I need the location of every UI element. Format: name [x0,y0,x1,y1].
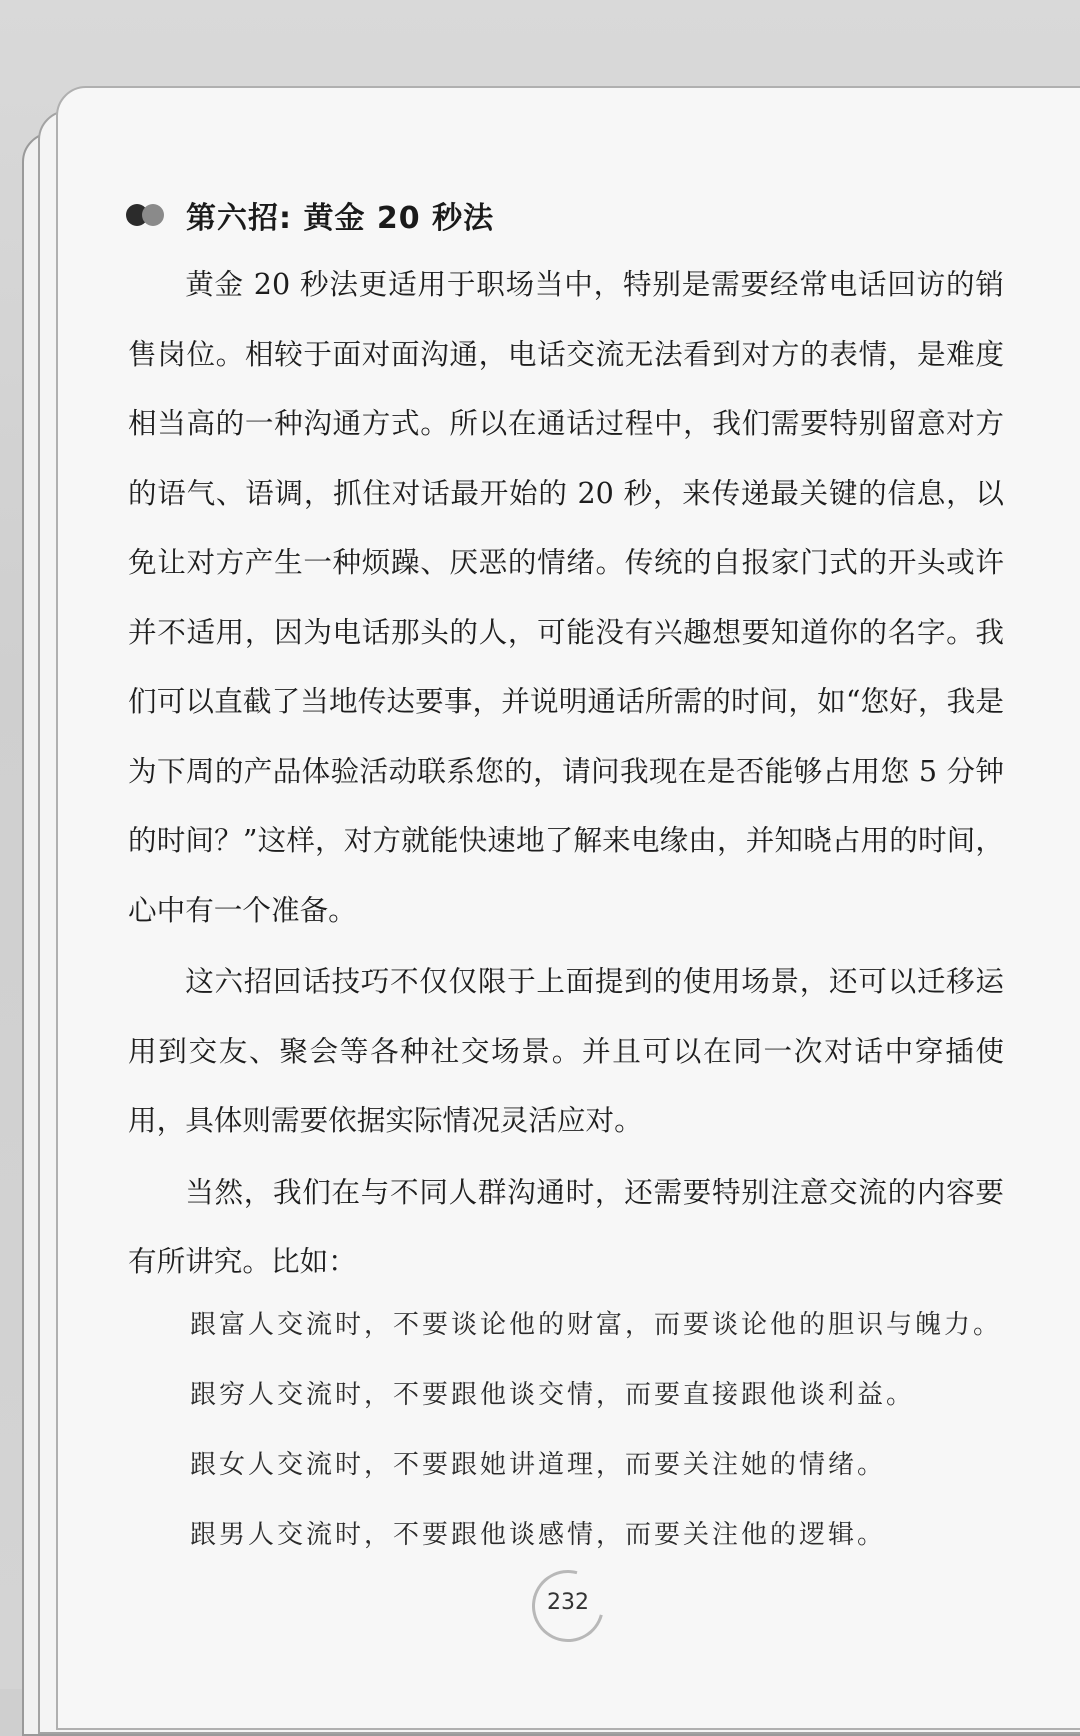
paragraph: 这六招回话技巧不仅仅限于上面提到的使用场景，还可以迁移运用到交友、聚会等各种社交场景。并且可以在同一次对话中穿插使用，具体则需要依据实际情况灵活应对。 [128,964,1004,1137]
list-item: 跟女人交流时，不要跟她讲道理，而要关注她的情绪。 [190,1450,887,1480]
page-number-badge [532,1570,602,1640]
bullet-dot-light [142,204,164,226]
page-number: 232 [547,1590,589,1615]
advice-list [190,1290,1020,1570]
bullet-dots-icon [126,202,172,228]
section-title: 第六招: 黄金 20 秒法 [186,201,495,236]
list-item: 跟富人交流时，不要谈论他的财富，而要谈论他的胆识与魄力。 [190,1310,1003,1340]
body-text [128,250,1004,1299]
section-heading [126,192,494,238]
list-item: 跟穷人交流时，不要跟他谈交情，而要直接跟他谈利益。 [190,1380,916,1410]
paragraph: 黄金 20 秒法更适用于职场当中，特别是需要经常电话回访的销售岗位。相较于面对面沟通，电话交流无法看到对方的表情，是难度相当高的一种沟通方式。所以在通话过程中，我们需要特别留意对方的语气、语调，抓住对话最开始的 20 秒，来传递最关键的信息，以免让对方产生一种烦躁、厌恶的情绪。传统的自报家门式的开头或许并不适用，因为电话那头的人，可能没有兴趣想要知道你的名字。我们可以直截了当地传达要事，并说明通话所需的时间，如“您好，我是为下周的产品体验活动联系您的，请问我现在是否能够占用您 5 分钟的时间？”这样，对方就能快速地了解来电缘由，并知晓占用的时间，心中有一个准备。 [128,267,1004,927]
paragraph: 当然，我们在与不同人群沟通时，还需要特别注意交流的内容要有所讲究。比如： [128,1174,1004,1278]
list-item: 跟男人交流时，不要跟他谈感情，而要关注他的逻辑。 [190,1520,887,1550]
